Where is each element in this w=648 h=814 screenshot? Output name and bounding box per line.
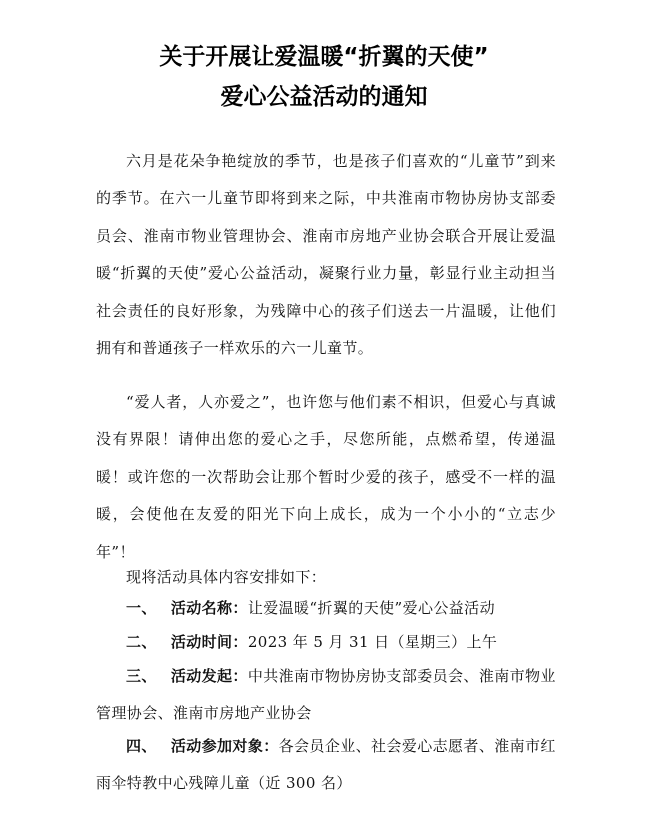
list-item-label: 活动参加对象：: [170, 737, 279, 755]
list-item-label: 活动发起：: [170, 667, 248, 685]
list-item-label: 活动时间：: [170, 633, 248, 651]
list-item-activity-time: [96, 624, 556, 661]
list-item-number: 三、: [126, 667, 157, 685]
list-item-text: 2023 年 5 月 31 日（星期三）上午: [247, 633, 498, 651]
paragraph-appeal: “爱人者，人亦爱之”，也许您与他们素不相识，但爱心与真诚没有界限！请伸出您的爱心之手，尽您所能，点燃希望，传递温暖！或许您的一次帮助会让那个暂时少爱的孩子，感受不一样的温暖，会使他在友爱的阳光下向上成长，成为一个小小的“立志少年”！: [96, 393, 556, 561]
document-title-line-2: 爱心公益活动的通知: [220, 84, 428, 110]
list-item-text: 中共淮南市物协房协支部委员会、淮南市物业管理协会、淮南市房地产业协会: [96, 667, 556, 723]
list-item-activity-participants: [96, 728, 556, 803]
list-item-activity-name: [96, 590, 556, 627]
list-item-activity-initiator: [96, 658, 556, 733]
list-item-text: 让爱温暖“折翼的天使”爱心公益活动: [247, 599, 495, 617]
document-title-line-1: 关于开展让爱温暖“折翼的天使”: [159, 44, 489, 70]
list-item-number: 二、: [126, 633, 157, 651]
list-item-number: 一、: [126, 599, 157, 617]
list-item-number: 四、: [126, 737, 157, 755]
paragraph-arrangement: 现将活动具体内容安排如下：: [126, 568, 327, 586]
list-item-text: 各会员企业、社会爱心志愿者、淮南市红雨伞特教中心残障儿童（近 300 名）: [96, 737, 556, 793]
paragraph-intro: 六月是花朵争艳绽放的季节，也是孩子们喜欢的“儿童节”到来的季节。在六一儿童节即将到来之际，中共淮南市物协房协支部委员会、淮南市物业管理协会、淮南市房地产业协会联合开展让爱温暖“折翼的天使”爱心公益活动，凝聚行业力量，彰显行业主动担当社会责任的良好形象，为残障中心的孩子们送去一片温暖，让他们拥有和普通孩子一样欢乐的六一儿童节。: [96, 152, 556, 358]
list-item-label: 活动名称：: [170, 599, 248, 617]
